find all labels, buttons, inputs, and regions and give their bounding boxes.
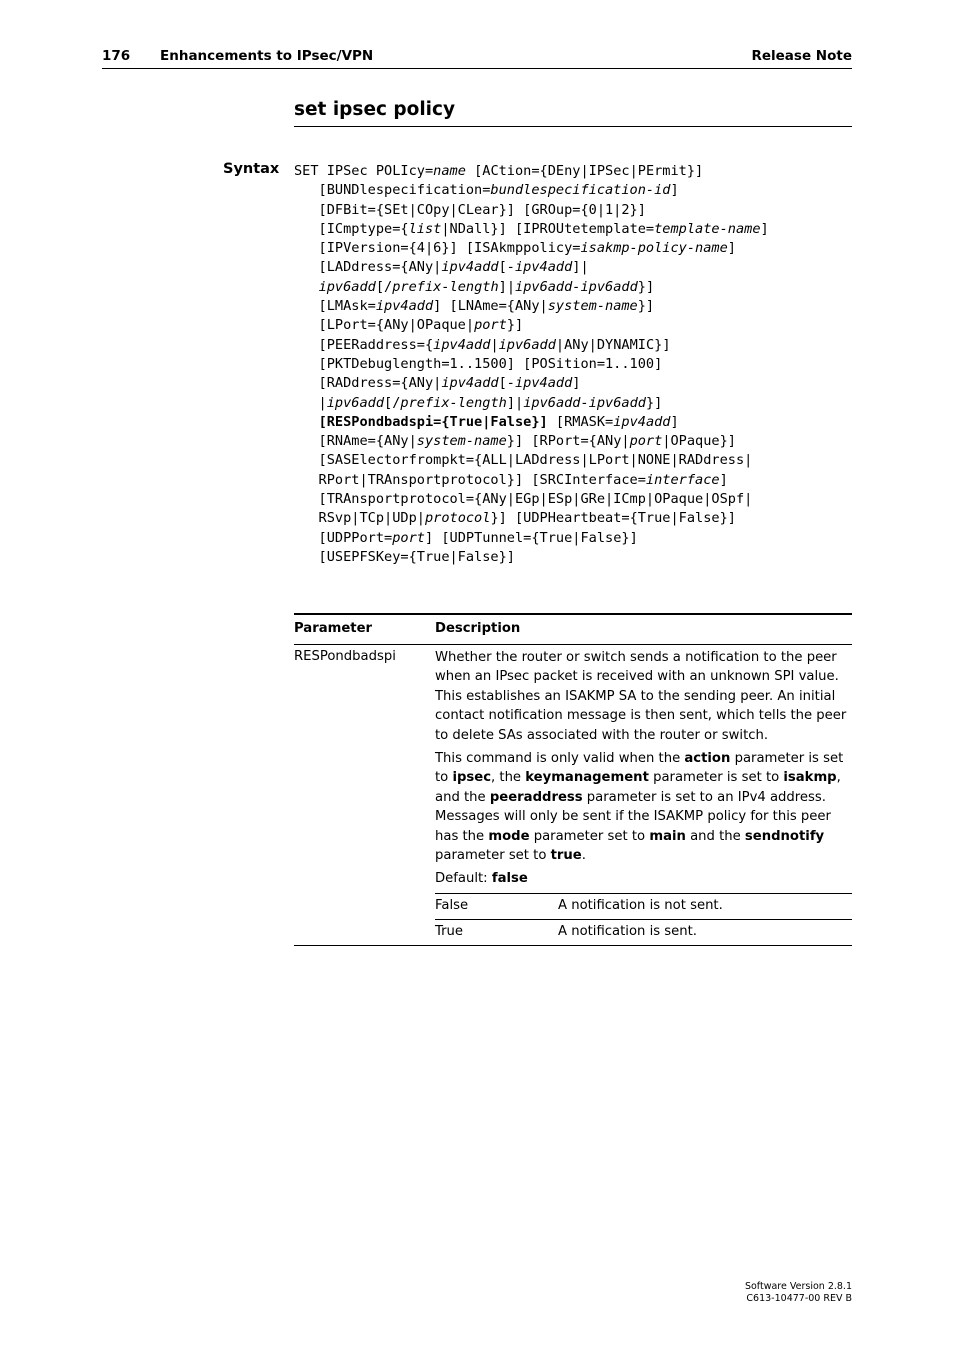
option-table (435, 893, 852, 945)
text-run: }] [UDPHeartbeat={True|False}] (490, 510, 736, 527)
syntax-line (294, 355, 854, 374)
syntax-line (294, 201, 854, 220)
text-run: . (581, 848, 586, 864)
syntax-placeholder: isakmp-policy-name (580, 240, 728, 257)
text-run: parameter set to (435, 848, 551, 864)
syntax-block (294, 162, 854, 567)
text-run: [RMASK= (547, 413, 614, 430)
syntax-line (294, 162, 854, 181)
syntax-placeholder: ipv6add (318, 278, 376, 295)
syntax-line (294, 394, 854, 413)
software-version: Software Version 2.8.1 (744, 1281, 852, 1292)
text-run: }] [RPort={ANy| (506, 433, 630, 450)
text-run: [/ (375, 278, 393, 295)
text-run: ] [UDPTunnel={True|False}] (424, 529, 638, 546)
syntax-line (294, 432, 854, 451)
doc-id: C613-10477-00 REV B (746, 1293, 852, 1304)
syntax-placeholder: ipv6add (326, 394, 385, 411)
text-run: parameter is set to (648, 770, 784, 786)
syntax-line (294, 548, 854, 567)
table-row (294, 645, 852, 946)
syntax-placeholder: system-name (547, 298, 638, 315)
header-parameter: Parameter (294, 621, 373, 636)
syntax-placeholder: interface (645, 471, 720, 488)
emphasis: keymanagement (525, 770, 649, 786)
syntax-line (294, 220, 854, 239)
syntax-placeholder: -ipv4add (506, 259, 573, 276)
syntax-placeholder: ipv6add (498, 336, 556, 353)
emphasis: action (684, 751, 731, 767)
syntax-placeholder: ipv6add-ipv6add (515, 278, 638, 295)
text-run: ]| (572, 259, 589, 276)
text-run: ] (760, 220, 769, 237)
syntax-placeholder: ipv4add (613, 413, 671, 430)
option-value: A notification is sent. (558, 923, 697, 939)
syntax-placeholder: list (408, 220, 442, 237)
text-run: parameter is set to an IPv4 address. Messages will only be sent if the ISAKMP policy for this peer has the (435, 789, 831, 844)
description-paragraph: Whether the router or switch sends a notification to the peer when an IPsec packet is received with an unknown SPI value. This establishes an ISAKMP SA to the sending peer. An initial contact notification message is then sent, which tells the peer to delete SAs associated with the router or switch. (435, 650, 847, 743)
syntax-placeholder: bundlespecification-id (490, 182, 671, 199)
option-row (435, 894, 852, 920)
text-run: ]| (506, 394, 524, 411)
text-run: [USEPFSKey={True|False}] (294, 548, 515, 565)
text-run: [/ (384, 394, 401, 411)
syntax-placeholder: ipv4add (441, 375, 499, 392)
text-run: [BUNDlespecification= (294, 182, 491, 199)
text-run: }] (645, 394, 663, 411)
text-run: [LPort={ANy|OPaque| (294, 317, 475, 334)
syntax-placeholder: ipv6add-ipv6add (523, 394, 646, 411)
text-run (294, 279, 319, 295)
text-run: [PEERaddress={ (294, 336, 434, 353)
emphasis: [RESPondbadspi={True|False}] (318, 413, 548, 430)
text-run: and the (685, 828, 745, 844)
emphasis: sendnotify (744, 828, 825, 844)
text-run: parameter set to (529, 828, 650, 844)
syntax-placeholder: protocol (424, 510, 491, 527)
text-run: [SASElectorfrompkt={ALL|LADdress|LPort|NONE|RADdress| (294, 452, 753, 469)
syntax-placeholder: -ipv4add (506, 375, 573, 392)
text-run: ] (572, 375, 581, 392)
syntax-line (294, 413, 854, 432)
text-run: , and the (435, 770, 841, 805)
syntax-line (294, 509, 854, 528)
command-title: set ipsec policy (294, 99, 852, 127)
text-run: [ACtion={DEny|IPSec|PErmit}] (465, 163, 704, 179)
text-run: |OPaque}] (662, 433, 736, 450)
option-value: A notification is not sent. (558, 897, 723, 913)
text-run: RPort|TRAnsportprotocol}] [SRCInterface= (294, 471, 646, 488)
option-row (435, 920, 852, 945)
text-run: }] (637, 298, 655, 315)
text-run: [LADdress={ANy| (294, 259, 442, 276)
syntax-line (294, 374, 854, 393)
syntax-placeholder: port (392, 529, 425, 546)
syntax-line (294, 316, 854, 335)
emphasis: main (649, 828, 686, 844)
syntax-line (294, 297, 854, 316)
text-run: [PKTDebuglength=1..1500] [POSition=1..100] (294, 355, 663, 372)
page-header (102, 48, 852, 69)
text-run: }] (506, 317, 524, 334)
text-run: [ (498, 375, 507, 392)
emphasis: ipsec (452, 770, 492, 786)
text-run: [LMAsk= (294, 298, 376, 315)
syntax-placeholder: ipv4add (433, 336, 491, 353)
param-description (435, 645, 852, 889)
emphasis: isakmp (783, 770, 837, 786)
option-key: True (435, 923, 464, 939)
emphasis: mode (488, 828, 530, 844)
text-run: ] (670, 413, 679, 430)
param-name: RESPondbadspi (294, 649, 396, 664)
text-run: This command is only valid when the (435, 751, 685, 767)
text-run: | (490, 336, 499, 353)
text-run: ] (670, 182, 679, 199)
text-run: }] (637, 278, 655, 295)
table-header (294, 615, 852, 645)
option-key: False (435, 897, 469, 913)
text-run: SET IPSec POLIcy= (294, 163, 434, 179)
syntax-placeholder: template-name (654, 220, 761, 237)
default-value: false (491, 871, 528, 887)
syntax-placeholder: ipv4add (375, 298, 434, 315)
syntax-line (294, 181, 854, 200)
text-run: ] (719, 471, 728, 488)
text-run: [ (498, 259, 507, 276)
emphasis: true (550, 848, 582, 864)
section-title: Enhancements to IPsec/VPN (160, 48, 374, 64)
syntax-placeholder: system-name (416, 433, 507, 450)
text-run: [RNAme={ANy| (294, 433, 417, 450)
syntax-placeholder: ipv4add (441, 259, 499, 276)
syntax-placeholder: prefix-length (400, 394, 507, 411)
syntax-placeholder: port (474, 317, 507, 334)
emphasis: peeraddress (489, 789, 583, 805)
page-footer (745, 1281, 852, 1305)
text-run: RSvp|TCp|UDp| (294, 510, 425, 527)
default-line (435, 869, 852, 888)
description-conditions (435, 749, 852, 865)
text-run: [ICmptype={ (294, 220, 409, 237)
text-run: parameter is set to (435, 751, 844, 786)
syntax-line (294, 258, 854, 277)
syntax-line (294, 471, 854, 490)
text-run: |NDall}] [IPROUtetemplate= (441, 220, 655, 237)
syntax-line (294, 451, 854, 470)
text-run: ] [LNAme={ANy| (433, 298, 548, 315)
text-run: |ANy|DYNAMIC}] (555, 336, 671, 353)
text-run: , the (491, 770, 526, 786)
text-run (294, 414, 319, 430)
text-run: [IPVersion={4|6}] [ISAkmppolicy= (294, 240, 581, 257)
text-run: [UDPPort= (294, 529, 393, 546)
syntax-line (294, 336, 854, 355)
header-description: Description (435, 621, 521, 636)
syntax-line (294, 239, 854, 258)
syntax-placeholder: port (629, 433, 663, 450)
doc-type: Release Note (751, 48, 852, 64)
syntax-line (294, 529, 854, 548)
syntax-line (294, 490, 854, 509)
text-run: ]| (498, 278, 516, 295)
default-label: Default: (435, 871, 492, 887)
parameter-table (294, 613, 852, 946)
page-number: 176 (102, 48, 131, 64)
text-run: ] (727, 240, 736, 257)
syntax-placeholder: prefix-length (392, 278, 499, 295)
text-run: | (294, 394, 327, 411)
syntax-line (294, 278, 854, 297)
syntax-label: Syntax (223, 161, 280, 177)
text-run: [DFBit={SEt|COpy|CLear}] [GROup={0|1|2}] (294, 201, 646, 218)
text-run: [TRAnsportprotocol={ANy|EGp|ESp|GRe|ICmp|OPaque|OSpf| (294, 491, 753, 508)
text-run: [RADdress={ANy| (294, 375, 442, 392)
syntax-placeholder: name (433, 163, 466, 179)
